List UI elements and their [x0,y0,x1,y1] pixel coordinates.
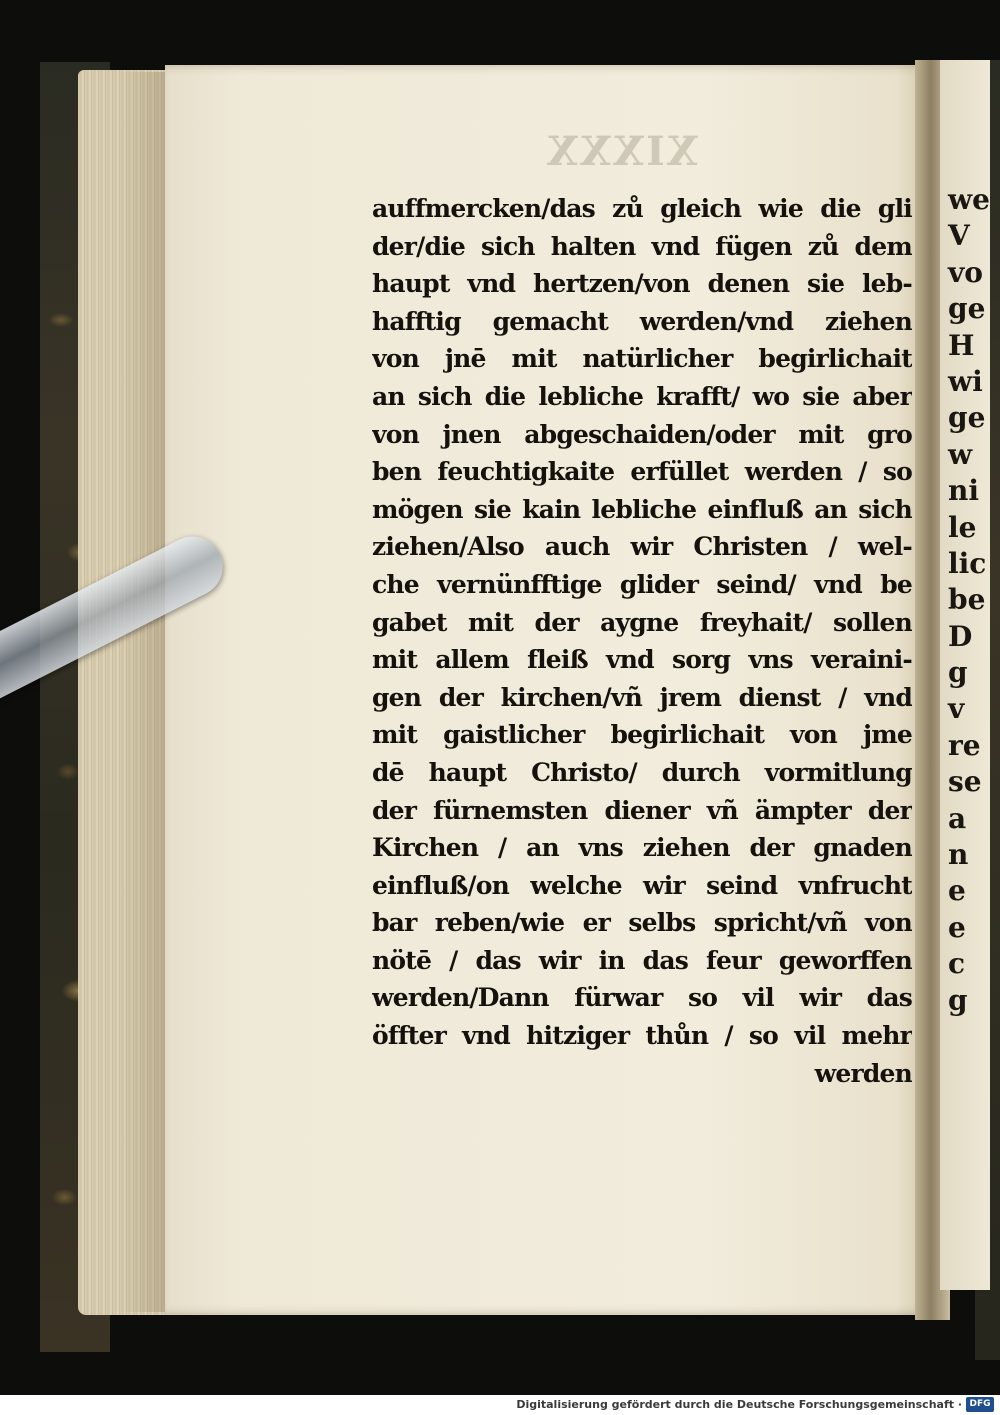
facing-line-fragment: H [948,328,975,362]
facing-line-fragment: we [948,183,990,216]
text-line: nötē / das wir in das feur geworffen [372,945,912,975]
facing-line-fragment: V [948,219,970,253]
text-line: werden/Dann fürwar so vil wir das [372,983,912,1013]
text-line: che vernünfftige glider seind/ vnd be [372,569,912,599]
text-line: hafftig gemacht werden/vnd ziehen [372,306,912,336]
facing-line-fragment: D [948,619,973,653]
right-page [940,60,990,1290]
facing-line-fragment: g [948,656,968,690]
text-line: von jnē mit natürlicher begirlichait [372,344,912,374]
facing-line-fragment: ge [948,401,986,435]
text-line: bar reben/wie er selbs spricht/vñ von [372,908,912,938]
text-line: gen der kirchen/vñ jrem dienst / vnd [372,682,912,712]
facing-line-fragment: g [948,983,968,1017]
footer-credit: Digitalisierung gefördert durch die Deutsche Forschungsgemeinschaft · [516,1398,962,1411]
text-line: Kirchen / an vns ziehen der gnaden [372,833,912,863]
facing-page-text [948,182,990,1019]
text-line: von jnen abgeschaiden/oder mit gro [372,419,912,449]
body-text [372,190,912,1092]
facing-line-fragment: n [948,838,969,872]
running-head-showthrough: XIXXX [545,128,698,175]
text-line: haupt vnd hertzen/von denen sie leb- [372,269,912,299]
facing-line-fragment: e [948,874,966,908]
facing-line-fragment: se [948,765,982,799]
dfg-logo: DFG [966,1397,994,1412]
facing-line-fragment: le [948,510,977,544]
text-line: der fürnemsten diener vñ ämpter der [372,795,912,825]
text-line: einfluß/on welche wir seind vnfrucht [372,870,912,900]
facing-line-fragment: be [948,583,986,617]
facing-line-fragment: ge [948,292,986,326]
facing-line-fragment: vo [948,255,983,289]
facing-line-fragment: a [948,801,967,835]
text-line: ben feuchtigkaite erfüllet werden / so [372,457,912,487]
text-line: öffter vnd hitziger thůn / so vil mehr [372,1021,912,1051]
facing-line-fragment: w [948,437,973,471]
catchword: werden [814,1058,912,1088]
text-line: dē haupt Christo/ durch vormitlung [372,757,912,787]
text-line: mögen sie kain lebliche einfluß an sich [372,494,912,524]
text-line: an sich die lebliche krafft/ wo sie aber [372,381,912,411]
text-line: gabet mit der aygne freyhait/ sollen [372,607,912,637]
facing-line-fragment: re [948,728,981,762]
text-line: mit allem fleiß vnd sorg vns veraini- [372,645,912,675]
facing-line-fragment: e [948,910,966,944]
facing-line-fragment: wi [948,364,983,398]
text-line: ziehen/Also auch wir Christen / wel- [372,532,912,562]
footer-bar [0,1395,1000,1415]
facing-line-fragment: v [948,692,965,726]
facing-line-fragment: c [948,947,966,981]
text-line: auffmercken/das zů gleich wie die gli [372,194,912,223]
text-line: mit gaistlicher begirlichait von jme [372,720,912,750]
facing-line-fragment: lic [948,546,987,580]
facing-line-fragment: ni [948,474,979,508]
text-line: der/die sich halten vnd fügen zů dem [372,231,912,261]
